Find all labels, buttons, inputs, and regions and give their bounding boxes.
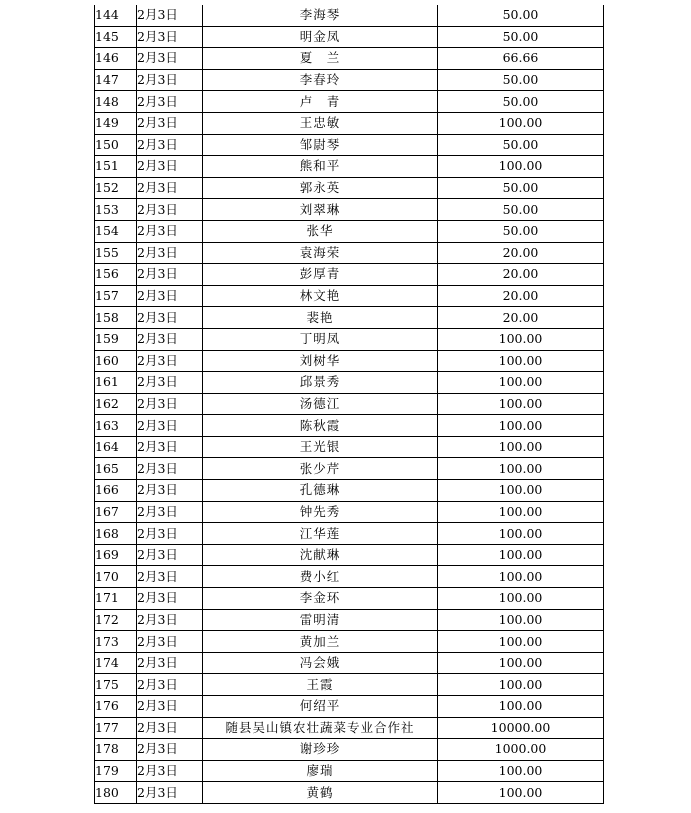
table-row [95, 480, 604, 502]
row-amount-cell: 50.00 [438, 134, 604, 156]
row-number-cell: 150 [95, 134, 137, 156]
table-row [95, 328, 604, 350]
table-row [95, 350, 604, 372]
row-number-cell: 149 [95, 112, 137, 134]
row-amount-cell: 100.00 [438, 480, 604, 502]
table-row [95, 26, 604, 48]
row-number-cell: 176 [95, 696, 137, 718]
row-amount-cell: 100.00 [438, 609, 604, 631]
row-amount-cell: 10000.00 [438, 717, 604, 739]
row-number-cell: 173 [95, 631, 137, 653]
row-date-cell: 2月3日 [137, 242, 203, 264]
row-amount-cell: 100.00 [438, 544, 604, 566]
row-date-cell: 2月3日 [137, 501, 203, 523]
row-amount-cell: 20.00 [438, 242, 604, 264]
table-row [95, 285, 604, 307]
row-name-cell: 王忠敏 [203, 112, 438, 134]
table-row [95, 134, 604, 156]
row-amount-cell: 100.00 [438, 328, 604, 350]
row-number-cell: 158 [95, 307, 137, 329]
row-amount-cell: 50.00 [438, 69, 604, 91]
row-number-cell: 178 [95, 739, 137, 761]
table-row [95, 372, 604, 394]
row-amount-cell: 100.00 [438, 372, 604, 394]
table-row [95, 199, 604, 221]
row-number-cell: 162 [95, 393, 137, 415]
table-row [95, 739, 604, 761]
table-row [95, 652, 604, 674]
row-amount-cell: 100.00 [438, 156, 604, 178]
row-amount-cell: 20.00 [438, 285, 604, 307]
row-date-cell: 2月3日 [137, 544, 203, 566]
row-amount-cell: 20.00 [438, 307, 604, 329]
row-amount-cell: 50.00 [438, 5, 604, 26]
row-number-cell: 152 [95, 177, 137, 199]
row-name-cell: 卢 青 [203, 91, 438, 113]
row-number-cell: 164 [95, 436, 137, 458]
row-name-cell: 丁明凤 [203, 328, 438, 350]
row-date-cell: 2月3日 [137, 415, 203, 437]
row-name-cell: 黄加兰 [203, 631, 438, 653]
row-number-cell: 163 [95, 415, 137, 437]
row-amount-cell: 100.00 [438, 436, 604, 458]
row-name-cell: 熊和平 [203, 156, 438, 178]
row-date-cell: 2月3日 [137, 782, 203, 804]
row-name-cell: 张华 [203, 220, 438, 242]
table-row [95, 220, 604, 242]
row-date-cell: 2月3日 [137, 134, 203, 156]
table-row [95, 523, 604, 545]
row-name-cell: 邱景秀 [203, 372, 438, 394]
row-date-cell: 2月3日 [137, 458, 203, 480]
row-name-cell: 江华莲 [203, 523, 438, 545]
row-date-cell: 2月3日 [137, 760, 203, 782]
row-number-cell: 148 [95, 91, 137, 113]
row-amount-cell: 100.00 [438, 350, 604, 372]
row-date-cell: 2月3日 [137, 112, 203, 134]
donation-ledger-page [94, 5, 603, 804]
table-row [95, 242, 604, 264]
row-name-cell: 沈献琳 [203, 544, 438, 566]
row-number-cell: 161 [95, 372, 137, 394]
row-number-cell: 170 [95, 566, 137, 588]
row-amount-cell: 100.00 [438, 566, 604, 588]
table-row [95, 760, 604, 782]
row-date-cell: 2月3日 [137, 26, 203, 48]
row-date-cell: 2月3日 [137, 393, 203, 415]
row-amount-cell: 100.00 [438, 393, 604, 415]
row-name-cell: 廖瑞 [203, 760, 438, 782]
row-name-cell: 夏 兰 [203, 48, 438, 70]
row-number-cell: 156 [95, 264, 137, 286]
table-row [95, 177, 604, 199]
row-number-cell: 147 [95, 69, 137, 91]
row-number-cell: 180 [95, 782, 137, 804]
row-date-cell: 2月3日 [137, 350, 203, 372]
row-number-cell: 153 [95, 199, 137, 221]
row-date-cell: 2月3日 [137, 739, 203, 761]
row-date-cell: 2月3日 [137, 264, 203, 286]
row-date-cell: 2月3日 [137, 91, 203, 113]
row-date-cell: 2月3日 [137, 523, 203, 545]
ledger-body [95, 5, 604, 803]
row-date-cell: 2月3日 [137, 156, 203, 178]
row-amount-cell: 100.00 [438, 588, 604, 610]
row-date-cell: 2月3日 [137, 436, 203, 458]
row-name-cell: 孔德琳 [203, 480, 438, 502]
row-name-cell: 汤德江 [203, 393, 438, 415]
row-date-cell: 2月3日 [137, 674, 203, 696]
table-row [95, 717, 604, 739]
row-amount-cell: 50.00 [438, 91, 604, 113]
row-date-cell: 2月3日 [137, 199, 203, 221]
row-number-cell: 157 [95, 285, 137, 307]
row-date-cell: 2月3日 [137, 5, 203, 26]
row-amount-cell: 100.00 [438, 415, 604, 437]
row-date-cell: 2月3日 [137, 588, 203, 610]
row-name-cell: 刘翠琳 [203, 199, 438, 221]
table-row [95, 501, 604, 523]
table-row [95, 566, 604, 588]
row-amount-cell: 100.00 [438, 458, 604, 480]
row-number-cell: 169 [95, 544, 137, 566]
row-amount-cell: 50.00 [438, 199, 604, 221]
row-name-cell: 冯会娥 [203, 652, 438, 674]
row-number-cell: 154 [95, 220, 137, 242]
table-row [95, 436, 604, 458]
row-name-cell: 王霞 [203, 674, 438, 696]
row-date-cell: 2月3日 [137, 177, 203, 199]
row-name-cell: 林文艳 [203, 285, 438, 307]
row-number-cell: 166 [95, 480, 137, 502]
row-amount-cell: 1000.00 [438, 739, 604, 761]
row-amount-cell: 100.00 [438, 523, 604, 545]
row-amount-cell: 50.00 [438, 177, 604, 199]
row-name-cell: 张少芹 [203, 458, 438, 480]
row-number-cell: 172 [95, 609, 137, 631]
row-amount-cell: 66.66 [438, 48, 604, 70]
table-row [95, 307, 604, 329]
row-name-cell: 李金环 [203, 588, 438, 610]
table-row [95, 458, 604, 480]
row-number-cell: 171 [95, 588, 137, 610]
table-row [95, 696, 604, 718]
row-name-cell: 刘树华 [203, 350, 438, 372]
row-amount-cell: 100.00 [438, 652, 604, 674]
row-number-cell: 167 [95, 501, 137, 523]
row-date-cell: 2月3日 [137, 307, 203, 329]
row-name-cell: 郭永英 [203, 177, 438, 199]
row-number-cell: 177 [95, 717, 137, 739]
table-row [95, 69, 604, 91]
row-date-cell: 2月3日 [137, 631, 203, 653]
row-number-cell: 145 [95, 26, 137, 48]
row-name-cell: 彭厚青 [203, 264, 438, 286]
row-number-cell: 146 [95, 48, 137, 70]
row-date-cell: 2月3日 [137, 48, 203, 70]
table-row [95, 674, 604, 696]
row-name-cell: 随县吴山镇农壮蔬菜专业合作社 [203, 717, 438, 739]
row-date-cell: 2月3日 [137, 220, 203, 242]
donation-ledger-table [94, 5, 604, 804]
row-name-cell: 费小红 [203, 566, 438, 588]
row-amount-cell: 100.00 [438, 501, 604, 523]
row-name-cell: 袁海荣 [203, 242, 438, 264]
row-amount-cell: 100.00 [438, 696, 604, 718]
table-row [95, 91, 604, 113]
row-date-cell: 2月3日 [137, 372, 203, 394]
row-number-cell: 174 [95, 652, 137, 674]
row-number-cell: 179 [95, 760, 137, 782]
row-name-cell: 何绍平 [203, 696, 438, 718]
row-date-cell: 2月3日 [137, 566, 203, 588]
row-name-cell: 明金凤 [203, 26, 438, 48]
row-name-cell: 邹尉琴 [203, 134, 438, 156]
row-date-cell: 2月3日 [137, 285, 203, 307]
row-number-cell: 144 [95, 5, 137, 26]
row-date-cell: 2月3日 [137, 480, 203, 502]
row-name-cell: 李春玲 [203, 69, 438, 91]
row-date-cell: 2月3日 [137, 717, 203, 739]
row-amount-cell: 20.00 [438, 264, 604, 286]
row-name-cell: 王光银 [203, 436, 438, 458]
table-row [95, 264, 604, 286]
row-name-cell: 陈秋霞 [203, 415, 438, 437]
row-number-cell: 151 [95, 156, 137, 178]
row-amount-cell: 100.00 [438, 631, 604, 653]
table-row [95, 415, 604, 437]
row-date-cell: 2月3日 [137, 609, 203, 631]
row-number-cell: 159 [95, 328, 137, 350]
row-number-cell: 175 [95, 674, 137, 696]
row-date-cell: 2月3日 [137, 696, 203, 718]
table-row [95, 631, 604, 653]
table-row [95, 112, 604, 134]
table-row [95, 48, 604, 70]
row-name-cell: 谢珍珍 [203, 739, 438, 761]
row-name-cell: 裴艳 [203, 307, 438, 329]
row-name-cell: 李海琴 [203, 5, 438, 26]
table-row [95, 609, 604, 631]
table-row [95, 5, 604, 26]
row-amount-cell: 50.00 [438, 220, 604, 242]
row-amount-cell: 100.00 [438, 782, 604, 804]
table-row [95, 156, 604, 178]
row-name-cell: 雷明清 [203, 609, 438, 631]
table-row [95, 588, 604, 610]
row-amount-cell: 100.00 [438, 112, 604, 134]
row-number-cell: 160 [95, 350, 137, 372]
row-date-cell: 2月3日 [137, 328, 203, 350]
row-amount-cell: 50.00 [438, 26, 604, 48]
table-row [95, 782, 604, 804]
row-amount-cell: 100.00 [438, 674, 604, 696]
row-date-cell: 2月3日 [137, 69, 203, 91]
row-number-cell: 165 [95, 458, 137, 480]
table-row [95, 544, 604, 566]
table-row [95, 393, 604, 415]
row-date-cell: 2月3日 [137, 652, 203, 674]
row-number-cell: 168 [95, 523, 137, 545]
row-amount-cell: 100.00 [438, 760, 604, 782]
row-number-cell: 155 [95, 242, 137, 264]
row-name-cell: 钟先秀 [203, 501, 438, 523]
row-name-cell: 黄鹤 [203, 782, 438, 804]
